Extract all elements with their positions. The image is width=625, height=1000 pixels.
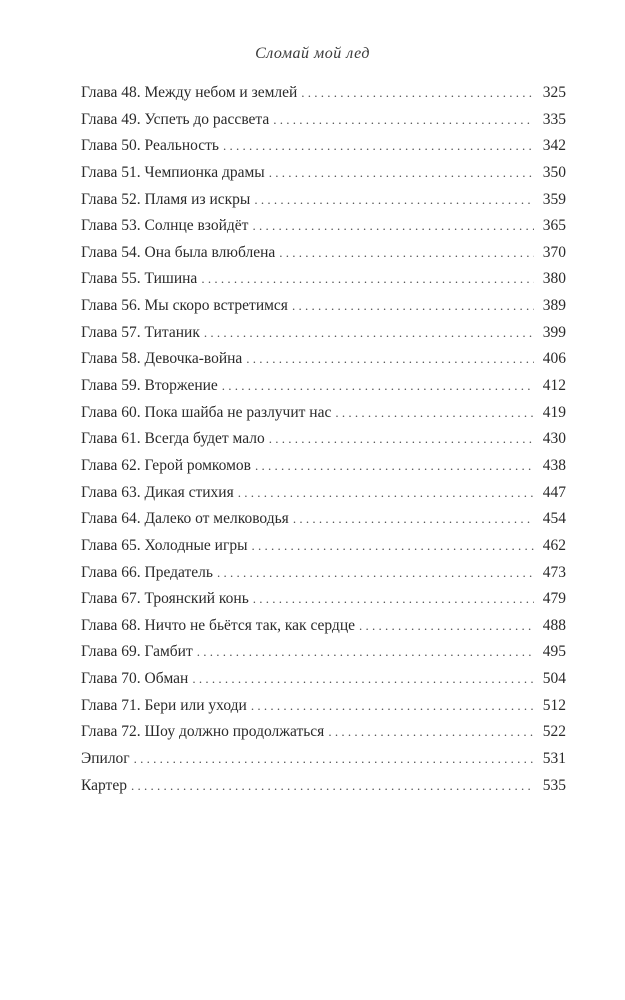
- toc-entry-page: 488: [542, 616, 566, 634]
- toc-entry-page: 370: [542, 243, 566, 261]
- toc-entry-page: 522: [542, 723, 566, 741]
- toc-dot-leader: [246, 346, 534, 373]
- toc-entry[interactable]: [81, 240, 566, 267]
- toc-entry[interactable]: [81, 187, 566, 214]
- toc-entry-page: 359: [542, 190, 566, 208]
- toc-entry[interactable]: [81, 400, 566, 427]
- toc-entry[interactable]: [81, 133, 566, 160]
- toc-entry-label: Глава 56. Мы скоро встретимся: [81, 297, 288, 315]
- toc-entry-page: 406: [542, 350, 566, 368]
- toc-entry-page: 438: [542, 456, 566, 474]
- toc-dot-leader: [255, 453, 534, 480]
- toc-entry-page: 325: [542, 84, 566, 101]
- toc-entry-page: 342: [542, 137, 566, 155]
- toc-entry-page: 335: [542, 110, 566, 128]
- toc-entry[interactable]: [81, 480, 566, 507]
- toc-dot-leader: [134, 746, 534, 773]
- toc-dot-leader: [269, 426, 534, 453]
- toc-entry[interactable]: [81, 107, 566, 134]
- toc-entry-label: Глава 52. Пламя из искры: [81, 190, 251, 208]
- toc-entry-label: Глава 67. Троянский конь: [81, 590, 249, 608]
- toc-dot-leader: [328, 719, 534, 746]
- toc-entry[interactable]: [81, 213, 566, 240]
- toc-entry-label: Глава 71. Бери или уходи: [81, 696, 247, 714]
- toc-entry-page: 479: [542, 590, 566, 608]
- toc-entry-label: Глава 58. Девочка-война: [81, 350, 243, 368]
- toc-entry-page: 447: [542, 483, 566, 501]
- toc-entry[interactable]: [81, 693, 566, 720]
- toc-entry-page: 504: [542, 670, 566, 688]
- toc-entry[interactable]: [81, 80, 566, 107]
- toc-entry-page: 473: [542, 563, 566, 581]
- toc-entry[interactable]: [81, 346, 566, 373]
- toc-entry-label: Глава 55. Тишина: [81, 270, 198, 288]
- toc-dot-leader: [251, 693, 534, 720]
- toc-dot-leader: [252, 213, 534, 240]
- toc-entry-label: Глава 61. Всегда будет мало: [81, 430, 265, 448]
- toc-dot-leader: [273, 107, 534, 134]
- toc-entry-label: Глава 48. Между небом и землей: [81, 84, 298, 101]
- toc-entry[interactable]: [81, 506, 566, 533]
- toc-entry-label: Глава 72. Шоу должно продолжаться: [81, 723, 325, 741]
- toc-dot-leader: [253, 586, 534, 613]
- toc-entry-page: 512: [542, 696, 566, 714]
- toc-entry[interactable]: [81, 160, 566, 187]
- toc-entry-label: Глава 69. Гамбит: [81, 643, 193, 661]
- toc-entry[interactable]: [81, 666, 566, 693]
- toc-entry-label: Картер: [81, 776, 127, 794]
- toc-entry-label: Глава 65. Холодные игры: [81, 536, 248, 554]
- toc-entry-label: Глава 53. Солнце взойдёт: [81, 217, 249, 235]
- toc-entry-page: 495: [542, 643, 566, 661]
- toc-entry-page: 389: [542, 297, 566, 315]
- toc-dot-leader: [279, 240, 534, 267]
- toc-entry-page: 430: [542, 430, 566, 448]
- toc-entry-page: 365: [542, 217, 566, 235]
- toc-entry-label: Глава 70. Обман: [81, 670, 189, 688]
- toc-entry[interactable]: [81, 426, 566, 453]
- toc-entry-label: Глава 62. Герой ромкомов: [81, 456, 251, 474]
- toc-dot-leader: [238, 480, 534, 507]
- toc-dot-leader: [192, 666, 534, 693]
- toc-dot-leader: [131, 773, 534, 800]
- toc-dot-leader: [222, 373, 534, 400]
- toc-entry[interactable]: [81, 746, 566, 773]
- toc-entry[interactable]: [81, 373, 566, 400]
- toc-entry[interactable]: [81, 613, 566, 640]
- toc-entry[interactable]: [81, 320, 566, 347]
- toc-entry[interactable]: [81, 719, 566, 746]
- toc-entry-page: 462: [542, 536, 566, 554]
- running-header-title: Сломай мой лед: [255, 45, 370, 62]
- toc-dot-leader: [269, 160, 534, 187]
- toc-entry-page: 419: [542, 403, 566, 421]
- toc-entry-label: Глава 68. Ничто не бьётся так, как сердце: [81, 616, 355, 634]
- toc-entry[interactable]: [81, 453, 566, 480]
- toc-dot-leader: [254, 187, 534, 214]
- toc-dot-leader: [252, 533, 535, 560]
- toc-entry-page: 380: [542, 270, 566, 288]
- toc-entry-label: Глава 57. Титаник: [81, 323, 200, 341]
- toc-dot-leader: [359, 613, 534, 640]
- toc-dot-leader: [201, 266, 534, 293]
- toc-entry[interactable]: [81, 533, 566, 560]
- toc-dot-leader: [223, 133, 534, 160]
- toc-entry-label: Глава 54. Она была влюблена: [81, 243, 276, 261]
- toc-entry-label: Глава 59. Вторжение: [81, 377, 218, 395]
- toc-entry-page: 412: [542, 377, 566, 395]
- toc-entry[interactable]: [81, 293, 566, 320]
- toc-dot-leader: [335, 400, 534, 427]
- toc-entry[interactable]: [81, 773, 566, 800]
- toc-entry-page: 350: [542, 163, 566, 181]
- toc-entry-label: Глава 51. Чемпионка драмы: [81, 163, 265, 181]
- table-of-contents: [81, 80, 566, 799]
- toc-entry-page: 454: [542, 510, 566, 528]
- toc-entry-label: Глава 49. Успеть до рассвета: [81, 110, 270, 128]
- toc-dot-leader: [204, 320, 534, 347]
- toc-dot-leader: [293, 506, 534, 533]
- toc-entry[interactable]: [81, 586, 566, 613]
- toc-entry-page: 531: [542, 750, 566, 768]
- toc-entry-page: 535: [542, 776, 566, 794]
- toc-entry-label: Глава 66. Предатель: [81, 563, 213, 581]
- toc-entry-label: Глава 64. Далеко от мелководья: [81, 510, 289, 528]
- toc-dot-leader: [292, 293, 534, 320]
- toc-entry-page: 399: [542, 323, 566, 341]
- toc-entry[interactable]: [81, 266, 566, 293]
- toc-entry-label: Глава 63. Дикая стихия: [81, 483, 234, 501]
- toc-entry-label: Глава 50. Реальность: [81, 137, 219, 155]
- toc-entry-label: Глава 60. Пока шайба не разлучит нас: [81, 403, 332, 421]
- toc-entry[interactable]: [81, 560, 566, 587]
- toc-dot-leader: [197, 639, 534, 666]
- toc-entry[interactable]: [81, 639, 566, 666]
- toc-dot-leader: [217, 560, 534, 587]
- toc-dot-leader: [301, 80, 534, 107]
- toc-entry-label: Эпилог: [81, 750, 130, 768]
